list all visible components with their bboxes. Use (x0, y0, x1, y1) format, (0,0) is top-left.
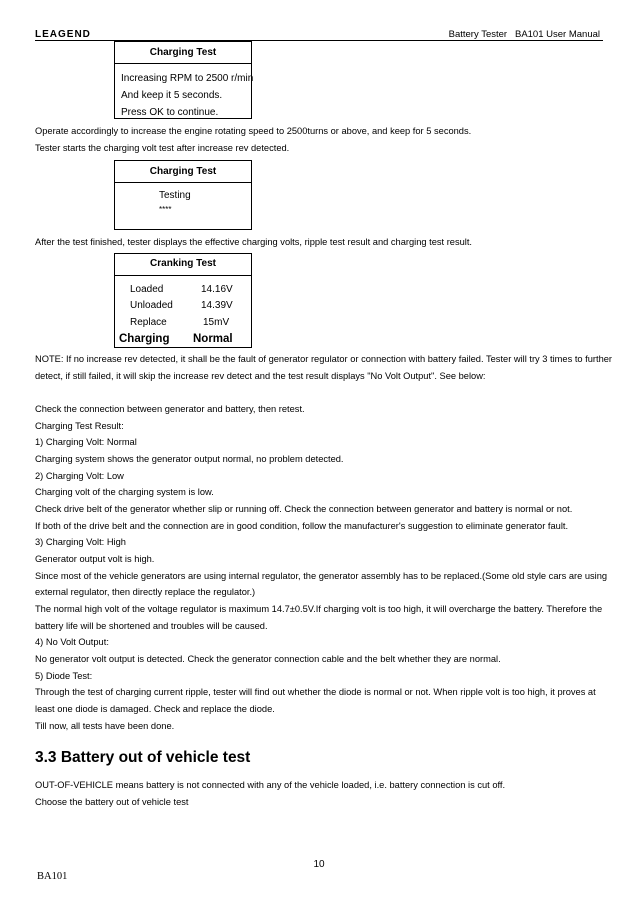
body-line: 1) Charging Volt: Normal (35, 437, 137, 447)
paragraph: Operate accordingly to increase the engine rotating speed to 2500turns or above, and keep for 5 seconds. (35, 126, 472, 136)
paragraph: After the test finished, tester displays the effective charging volts, ripple test result and charging test result. (35, 237, 473, 247)
body-line: Since most of the vehicle generators are using internal regulator, the generator assembly has to be replaced.(Some old style cars are using (35, 571, 608, 581)
manual-title (449, 29, 600, 40)
body-line: Check the connection between generator and battery, then retest. (35, 404, 305, 414)
result-value: 14.16V (201, 284, 233, 295)
body-line: Charging system shows the generator output normal, no problem detected. (35, 454, 344, 464)
section-heading: 3.3 Battery out of vehicle test (35, 749, 251, 766)
body-line: detect, if still failed, it will skip the increase rev detect and the test result displays "No Volt Output". See below: (35, 371, 486, 381)
box-line: Increasing RPM to 2500 r/min (121, 73, 254, 84)
section-line: OUT-OF-VEHICLE means battery is not connected with any of the vehicle loaded, i.e. battery connection is cut off. (35, 780, 506, 790)
result-label: Replace (130, 317, 167, 328)
box-line: Testing (159, 190, 191, 201)
box-divider (115, 275, 251, 276)
result-value: 15mV (203, 317, 230, 328)
body-line: The normal high volt of the voltage regulator is maximum 14.7±0.5V.If charging volt is too high, it will overcharge the battery. Therefore the (35, 604, 603, 614)
body-line: 2) Charging Volt: Low (35, 471, 124, 481)
body-line: Through the test of charging current ripple, tester will find out whether the diode is normal or not. When ripple volt is too high, it proves at (35, 687, 596, 697)
body-line: Till now, all tests have been done. (35, 721, 175, 731)
box-title: Cranking Test (150, 258, 216, 269)
result-label: Unloaded (130, 300, 173, 311)
page-number: 10 (313, 859, 325, 870)
body-line: 4) No Volt Output: (35, 637, 109, 647)
section-line: Choose the battery out of vehicle test (35, 797, 189, 807)
charging-result-value: Normal (193, 333, 233, 345)
result-value: 14.39V (201, 300, 233, 311)
body-line: NOTE: If no increase rev detected, it shall be the fault of generator regulator or connection with battery failed. Tester will try 3 times to further (35, 354, 613, 364)
paragraph: Tester starts the charging volt test after increase rev detected. (35, 143, 290, 153)
box-line: **** (159, 205, 172, 214)
manual-title-text: Battery Tester BA101 User Manual (448, 29, 600, 40)
body-line: Charging volt of the charging system is low. (35, 487, 214, 497)
body-line: external regulator, then directly replace the regulator.) (35, 587, 256, 597)
brand-name: LEAGEND (35, 29, 91, 40)
screen-box-charging-testing (114, 160, 252, 230)
charging-result-label: Charging (119, 333, 170, 345)
screen-box-test-result (114, 253, 252, 348)
body-line: No generator volt output is detected. Check the generator connection cable and the belt whether they are normal. (35, 654, 501, 664)
box-divider (115, 182, 251, 183)
body-line: 3) Charging Volt: High (35, 537, 126, 547)
body-line: 5) Diode Test: (35, 671, 93, 681)
body-line: If both of the drive belt and the connection are in good condition, follow the manufacturer's suggestion to eliminate generator fault. (35, 521, 569, 531)
body-line: battery life will be shortened and troubles will be caused. (35, 621, 268, 631)
screen-box-charging-prompt (114, 41, 252, 119)
box-title: Charging Test (149, 166, 217, 177)
body-line: Generator output volt is high. (35, 554, 155, 564)
body-line: Charging Test Result: (35, 421, 124, 431)
body-line: least one diode is damaged. Check and replace the diode. (35, 704, 275, 714)
footer-model: BA101 (37, 871, 68, 882)
box-divider (115, 63, 251, 64)
box-title: Charging Test (149, 47, 217, 58)
result-label: Loaded (130, 284, 164, 295)
box-line: And keep it 5 seconds. (121, 90, 223, 101)
body-line: Check drive belt of the generator whether slip or running off. Check the connection between generator and battery is normal or not. (35, 504, 573, 514)
box-line: Press OK to continue. (121, 107, 219, 118)
